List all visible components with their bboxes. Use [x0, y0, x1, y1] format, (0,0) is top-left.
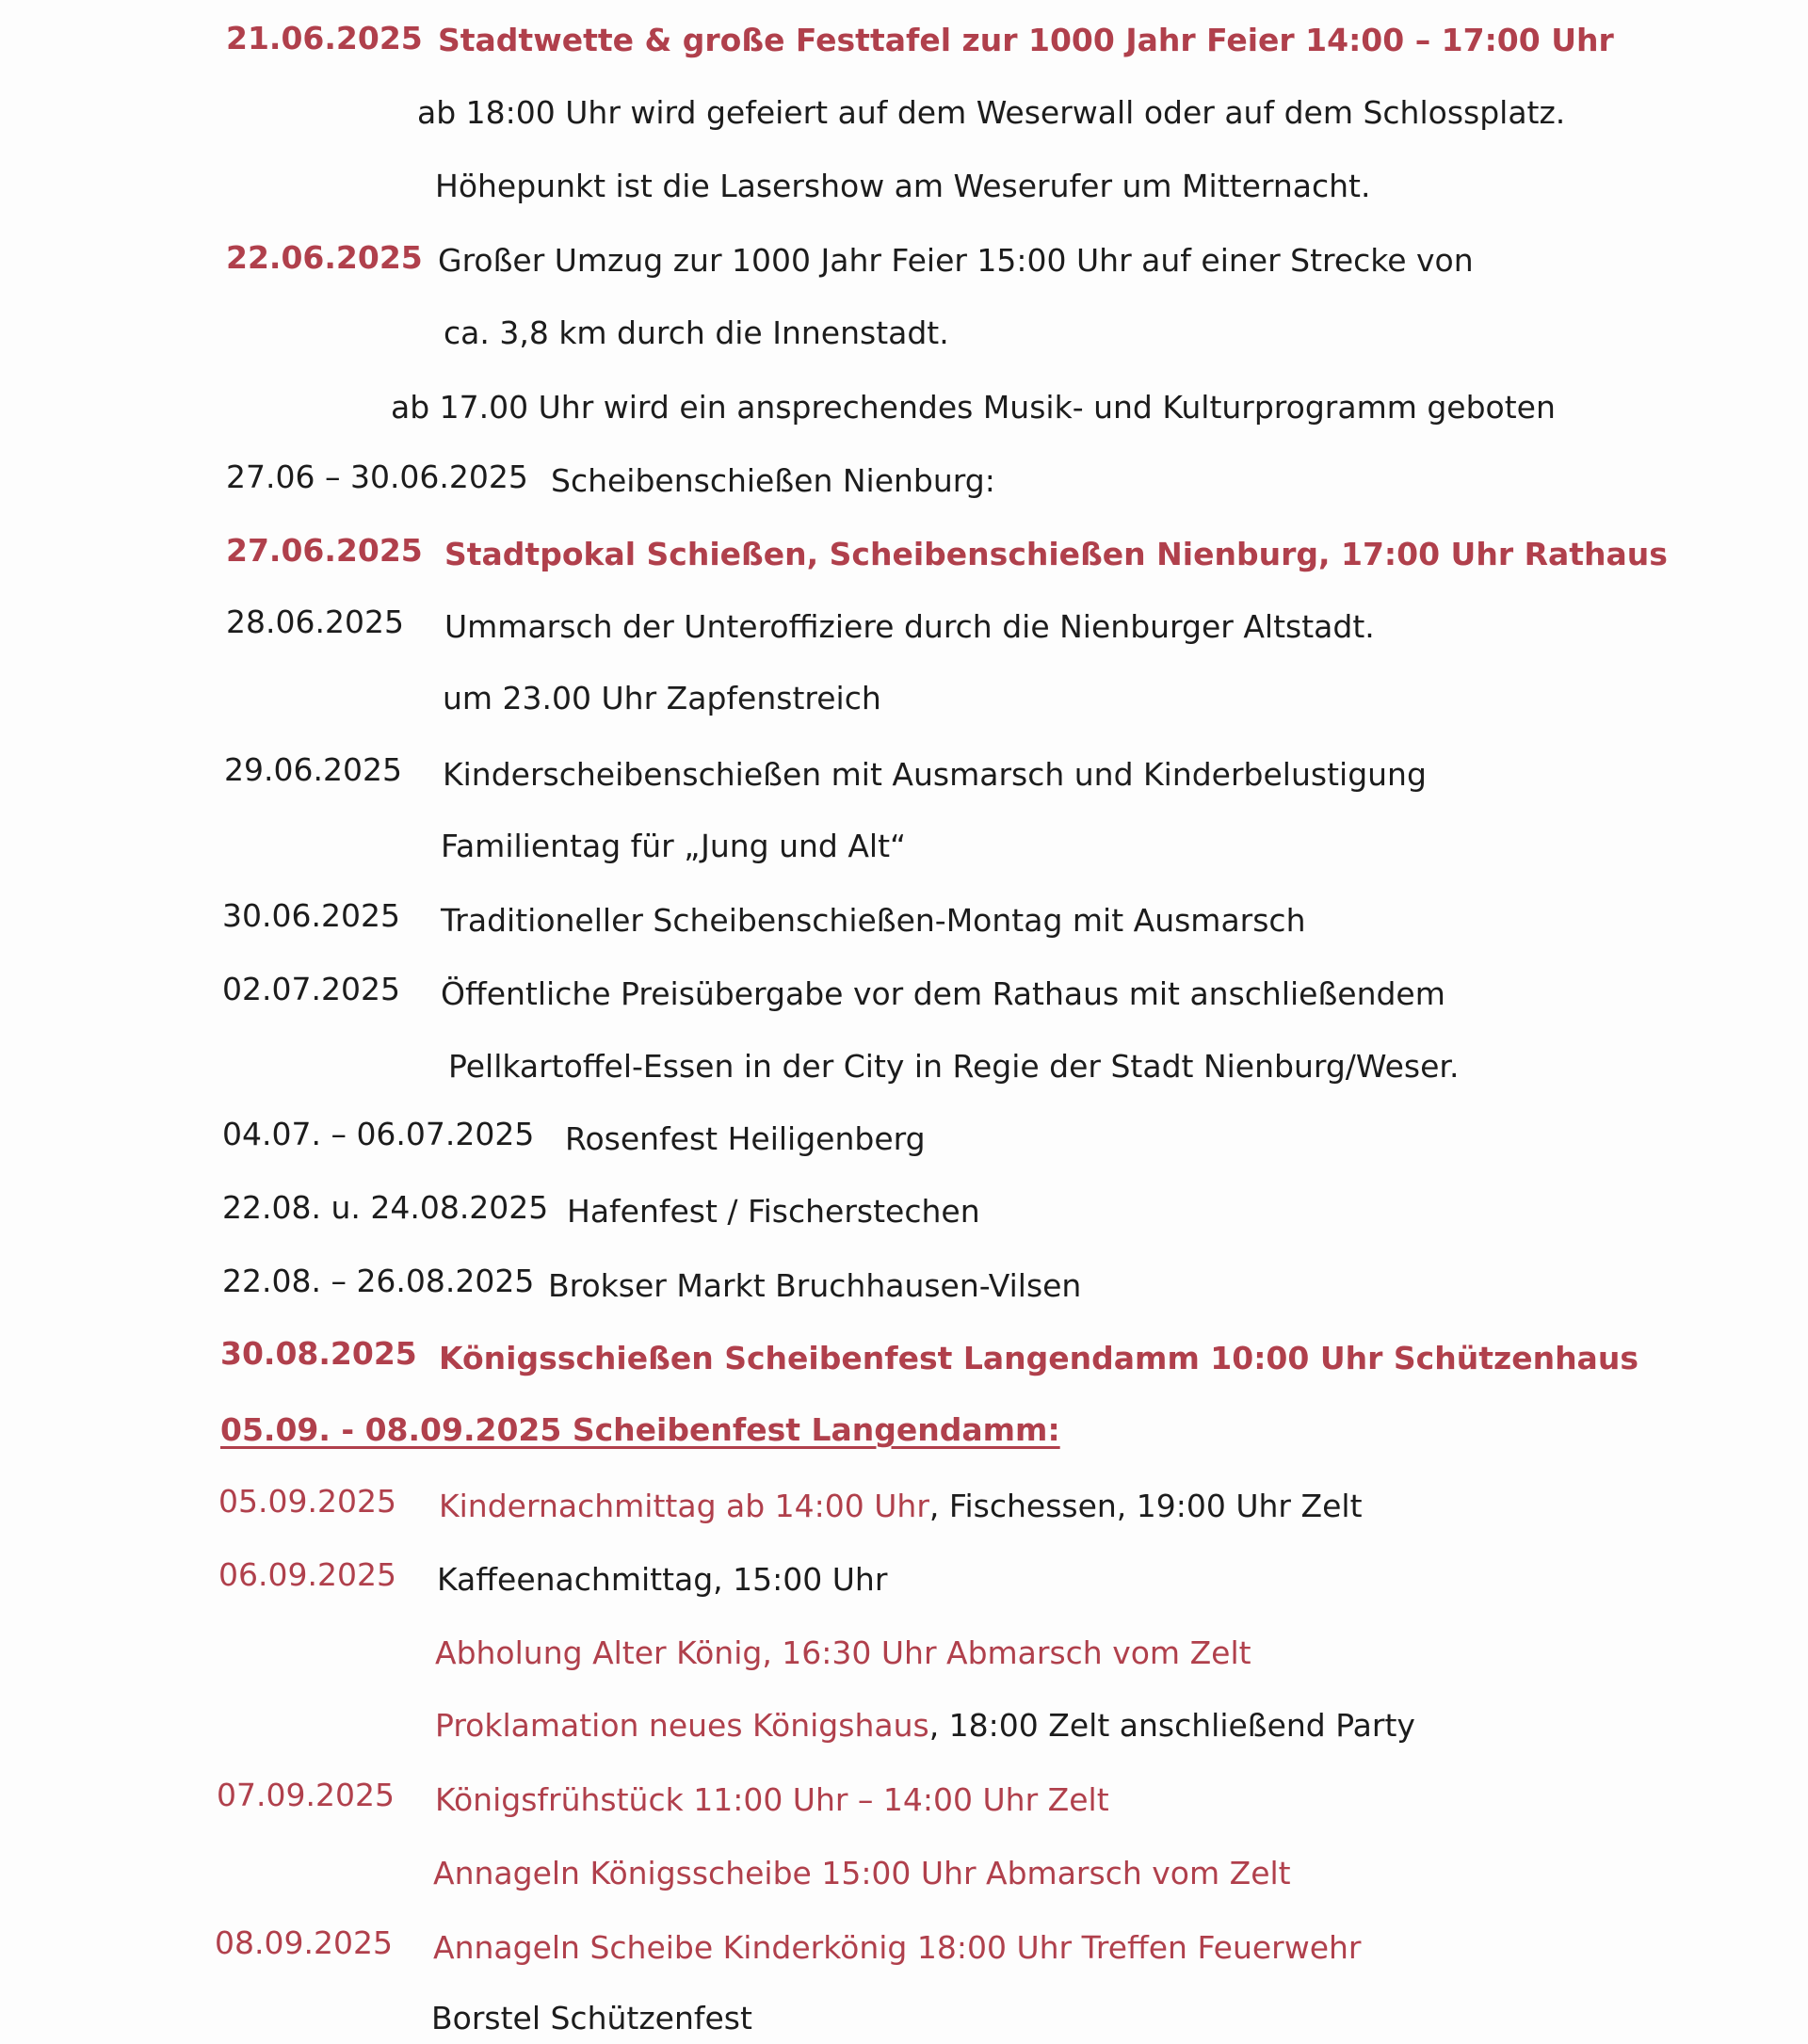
event-date: 27.06 – 30.06.2025 — [226, 459, 528, 495]
event-date: 22.08. – 26.08.2025 — [222, 1263, 535, 1299]
event-text: Königsfrühstück 11:00 Uhr – 14:00 Uhr Zelt — [435, 1781, 1109, 1818]
event-text: Hafenfest / Fischerstechen — [567, 1193, 980, 1230]
event-text: Stadtpokal Schießen, Scheibenschießen Nienburg, 17:00 Uhr Rathaus — [444, 536, 1668, 572]
event-detail: ab 18:00 Uhr wird gefeiert auf dem Weserwall oder auf dem Schlossplatz. — [417, 94, 1566, 131]
event-text: Brokser Markt Bruchhausen-Vilsen — [548, 1267, 1082, 1304]
event-date: 28.06.2025 — [226, 604, 404, 640]
event-date: 22.08. u. 24.08.2025 — [222, 1189, 549, 1226]
section-heading: 05.09. - 08.09.2025 Scheibenfest Langendamm: — [220, 1411, 1060, 1448]
event-text-rest: , Fischessen, 19:00 Uhr Zelt — [928, 1488, 1363, 1524]
event-date: 22.06.2025 — [226, 239, 423, 276]
event-date: 07.09.2025 — [217, 1777, 395, 1813]
event-text: Annageln Scheibe Kinderkönig 18:00 Uhr Treffen Feuerwehr — [433, 1929, 1362, 1966]
event-detail: um 23.00 Uhr Zapfenstreich — [443, 680, 881, 716]
event-detail: Höhepunkt ist die Lasershow am Weserufer um Mitternacht. — [435, 168, 1371, 204]
event-detail: ab 17.00 Uhr wird ein ansprechendes Musik- und Kulturprogramm geboten — [391, 389, 1556, 426]
event-date: 02.07.2025 — [222, 971, 400, 1007]
event-text: Kinderscheibenschießen mit Ausmarsch und Kinderbelustigung — [443, 756, 1427, 793]
event-text — [439, 1485, 1363, 1528]
event-detail: Abholung Alter König, 16:30 Uhr Abmarsch vom Zelt — [435, 1634, 1251, 1671]
event-text-highlight: Kindernachmittag ab 14:00 Uhr — [439, 1488, 929, 1524]
event-date: 06.09.2025 — [218, 1556, 396, 1593]
event-text: Stadtwette & große Festtafel zur 1000 Jahr Feier 14:00 – 17:00 Uhr — [438, 22, 1614, 58]
event-detail-highlight: Proklamation neues Königshaus — [435, 1707, 929, 1744]
event-text: Scheibenschießen Nienburg: — [551, 462, 995, 499]
event-date: 08.09.2025 — [215, 1924, 393, 1961]
event-text: Kaffeenachmittag, 15:00 Uhr — [437, 1561, 888, 1598]
event-detail: Pellkartoffel-Essen in der City in Regie der Stadt Nienburg/Weser. — [448, 1048, 1460, 1085]
event-date: 30.08.2025 — [220, 1335, 417, 1372]
event-text: Großer Umzug zur 1000 Jahr Feier 15:00 Uhr auf einer Strecke von — [438, 242, 1474, 279]
event-detail: Familientag für „Jung und Alt“ — [441, 828, 907, 864]
event-text: Königsschießen Scheibenfest Langendamm 10:00 Uhr Schützenhaus — [439, 1340, 1638, 1376]
event-text: Rosenfest Heiligenberg — [565, 1120, 926, 1157]
event-detail: Annageln Königsscheibe 15:00 Uhr Abmarsch vom Zelt — [433, 1855, 1291, 1891]
event-detail: Borstel Schützenfest — [431, 2000, 752, 2036]
event-text: Öffentliche Preisübergabe vor dem Rathaus mit anschließendem — [441, 975, 1445, 1012]
event-detail-rest: , 18:00 Zelt anschließend Party — [928, 1707, 1415, 1744]
event-date: 21.06.2025 — [226, 20, 423, 56]
event-date: 04.07. – 06.07.2025 — [222, 1116, 535, 1152]
event-text: Ummarsch der Unteroffiziere durch die Nienburger Altstadt. — [444, 608, 1375, 645]
event-date: 30.06.2025 — [222, 897, 400, 934]
event-text: Traditioneller Scheibenschießen-Montag mit Ausmarsch — [441, 902, 1306, 939]
event-date: 29.06.2025 — [224, 751, 402, 788]
event-date: 05.09.2025 — [218, 1483, 396, 1520]
event-date: 27.06.2025 — [226, 532, 423, 569]
event-detail — [435, 1704, 1415, 1747]
event-detail: ca. 3,8 km durch die Innenstadt. — [444, 314, 949, 351]
